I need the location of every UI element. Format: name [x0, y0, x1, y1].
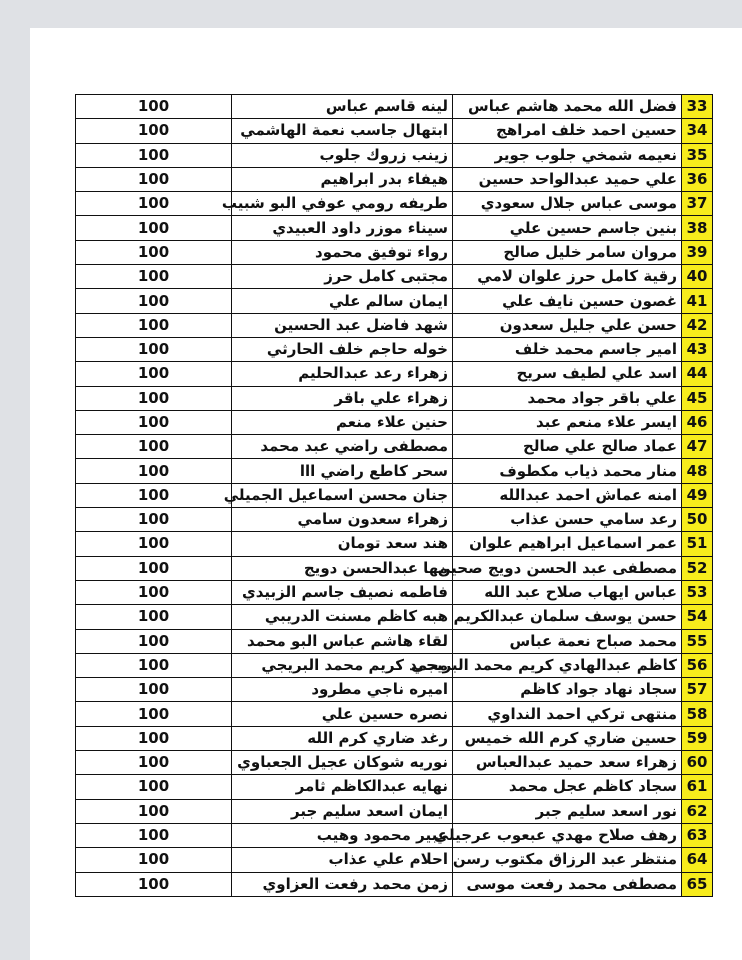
- row-number-cell: 56: [682, 653, 713, 677]
- score-cell: 100: [76, 386, 232, 410]
- row-number-cell: 53: [682, 580, 713, 604]
- table-row: [76, 823, 713, 847]
- row-number-cell: 36: [682, 167, 713, 191]
- row-number-cell: 58: [682, 702, 713, 726]
- score-cell: 100: [76, 143, 232, 167]
- second-name-cell: هبه كاظم مسنت الدريبي: [232, 605, 453, 629]
- row-number-cell: 50: [682, 508, 713, 532]
- second-name-cell: اميره ناجي مطرود: [232, 678, 453, 702]
- second-name-cell: سيناء موزر داود العبيدي: [232, 216, 453, 240]
- table-row: [76, 410, 713, 434]
- row-number-cell: 54: [682, 605, 713, 629]
- first-name-cell: محمد صباح نعمة عباس: [453, 629, 682, 653]
- row-number-cell: 33: [682, 95, 713, 119]
- row-number-cell: 34: [682, 119, 713, 143]
- row-number-cell: 49: [682, 483, 713, 507]
- second-name-cell: فاطمه نصيف جاسم الزبيدي: [232, 580, 453, 604]
- score-cell: 100: [76, 508, 232, 532]
- table-row: [76, 508, 713, 532]
- row-number-cell: 43: [682, 337, 713, 361]
- table-row: [76, 556, 713, 580]
- second-name-cell: زهراء رعد عبدالحليم: [232, 362, 453, 386]
- second-name-cell: رواء توفيق محمود: [232, 240, 453, 264]
- score-cell: 100: [76, 216, 232, 240]
- score-cell: 100: [76, 823, 232, 847]
- row-number-cell: 55: [682, 629, 713, 653]
- second-name-cell: ايمان اسعد سليم جبر: [232, 799, 453, 823]
- second-name-cell: عبير محمود وهيب: [232, 823, 453, 847]
- table-row: [76, 848, 713, 872]
- first-name-cell: امنه عماش احمد عبدالله: [453, 483, 682, 507]
- first-name-cell: امير جاسم محمد خلف: [453, 337, 682, 361]
- second-name-cell: زهراء علي باقر: [232, 386, 453, 410]
- score-cell: 100: [76, 167, 232, 191]
- row-number-cell: 41: [682, 289, 713, 313]
- table-row: [76, 435, 713, 459]
- score-cell: 100: [76, 362, 232, 386]
- first-name-cell: حسن علي جليل سعدون: [453, 313, 682, 337]
- row-number-cell: 63: [682, 823, 713, 847]
- second-name-cell: هند سعد تومان: [232, 532, 453, 556]
- first-name-cell: مصطفى محمد رفعت موسى: [453, 872, 682, 896]
- table-row: [76, 751, 713, 775]
- second-name-cell: محمد كريم محمد البريجي: [232, 653, 453, 677]
- score-cell: 100: [76, 775, 232, 799]
- row-number-cell: 51: [682, 532, 713, 556]
- score-cell: 100: [76, 240, 232, 264]
- table-row: [76, 192, 713, 216]
- table-row: [76, 872, 713, 896]
- score-cell: 100: [76, 726, 232, 750]
- first-name-cell: عباس ايهاب صلاح عبد الله: [453, 580, 682, 604]
- score-cell: 100: [76, 556, 232, 580]
- second-name-cell: لقاء هاشم عباس البو محمد: [232, 629, 453, 653]
- first-name-cell: سجاد كاظم عجل محمد: [453, 775, 682, 799]
- row-number-cell: 64: [682, 848, 713, 872]
- row-number-cell: 45: [682, 386, 713, 410]
- score-cell: 100: [76, 678, 232, 702]
- row-number-cell: 35: [682, 143, 713, 167]
- first-name-cell: سجاد نهاد جواد كاظم: [453, 678, 682, 702]
- first-name-cell: حسن يوسف سلمان عبدالكريم: [453, 605, 682, 629]
- second-name-cell: نهايه عبدالكاظم ثامر: [232, 775, 453, 799]
- row-number-cell: 52: [682, 556, 713, 580]
- first-name-cell: ايسر علاء منعم عبد: [453, 410, 682, 434]
- second-name-cell: مها عبدالحسن دويج: [232, 556, 453, 580]
- second-name-cell: ابتهال جاسب نعمة الهاشمي: [232, 119, 453, 143]
- score-cell: 100: [76, 95, 232, 119]
- table-row: [76, 483, 713, 507]
- first-name-cell: عمر اسماعيل ابراهيم علوان: [453, 532, 682, 556]
- first-name-cell: علي حميد عبدالواحد حسين: [453, 167, 682, 191]
- score-cell: 100: [76, 702, 232, 726]
- table-row: [76, 265, 713, 289]
- first-name-cell: غصون حسين نايف علي: [453, 289, 682, 313]
- table-row: [76, 313, 713, 337]
- second-name-cell: مصطفى راضي عبد محمد: [232, 435, 453, 459]
- table-row: [76, 532, 713, 556]
- table-row: [76, 653, 713, 677]
- second-name-cell: زمن محمد رفعت العزاوي: [232, 872, 453, 896]
- table-row: [76, 726, 713, 750]
- second-name-cell: خوله حاجم خلف الحارثي: [232, 337, 453, 361]
- row-number-cell: 46: [682, 410, 713, 434]
- first-name-cell: مروان سامر خليل صالح: [453, 240, 682, 264]
- score-cell: 100: [76, 192, 232, 216]
- score-cell: 100: [76, 119, 232, 143]
- row-number-cell: 37: [682, 192, 713, 216]
- table-row: [76, 629, 713, 653]
- table-row: [76, 775, 713, 799]
- table-row: [76, 386, 713, 410]
- table-row: [76, 167, 713, 191]
- score-cell: 100: [76, 532, 232, 556]
- row-number-cell: 39: [682, 240, 713, 264]
- table-row: [76, 95, 713, 119]
- table-row: [76, 459, 713, 483]
- row-number-cell: 57: [682, 678, 713, 702]
- score-cell: 100: [76, 459, 232, 483]
- first-name-cell: رهف صلاح مهدي عبعوب عرجيلي: [453, 823, 682, 847]
- score-cell: 100: [76, 265, 232, 289]
- first-name-cell: كاظم عبدالهادي كريم محمد البريجي: [453, 653, 682, 677]
- row-number-cell: 61: [682, 775, 713, 799]
- second-name-cell: احلام علي عذاب: [232, 848, 453, 872]
- row-number-cell: 60: [682, 751, 713, 775]
- table-row: [76, 240, 713, 264]
- row-number-cell: 65: [682, 872, 713, 896]
- first-name-cell: بنين جاسم حسين علي: [453, 216, 682, 240]
- second-name-cell: نصره حسين علي: [232, 702, 453, 726]
- table-row: [76, 119, 713, 143]
- table-row: [76, 799, 713, 823]
- table-row: [76, 702, 713, 726]
- score-cell: 100: [76, 410, 232, 434]
- score-cell: 100: [76, 313, 232, 337]
- first-name-cell: عماد صالح علي صالح: [453, 435, 682, 459]
- first-name-cell: حسين ضاري كرم الله خميس: [453, 726, 682, 750]
- score-cell: 100: [76, 289, 232, 313]
- row-number-cell: 38: [682, 216, 713, 240]
- names-table: [75, 94, 713, 897]
- second-name-cell: هيفاء بدر ابراهيم: [232, 167, 453, 191]
- first-name-cell: منتظر عبد الرزاق مكتوب رسن: [453, 848, 682, 872]
- score-cell: 100: [76, 435, 232, 459]
- second-name-cell: زينب زروك جلوب: [232, 143, 453, 167]
- first-name-cell: نعيمه شمخي جلوب جوير: [453, 143, 682, 167]
- score-cell: 100: [76, 605, 232, 629]
- first-name-cell: نور اسعد سليم جبر: [453, 799, 682, 823]
- row-number-cell: 59: [682, 726, 713, 750]
- second-name-cell: طريفه رومي عوفي البو شبيب: [232, 192, 453, 216]
- row-number-cell: 47: [682, 435, 713, 459]
- second-name-cell: زهراء سعدون سامي: [232, 508, 453, 532]
- table-row: [76, 143, 713, 167]
- score-cell: 100: [76, 653, 232, 677]
- second-name-cell: جنان محسن اسماعيل الجميلي: [232, 483, 453, 507]
- first-name-cell: زهراء سعد حميد عبدالعباس: [453, 751, 682, 775]
- score-cell: 100: [76, 483, 232, 507]
- table-row: [76, 580, 713, 604]
- score-cell: 100: [76, 751, 232, 775]
- second-name-cell: ايمان سالم علي: [232, 289, 453, 313]
- row-number-cell: 62: [682, 799, 713, 823]
- row-number-cell: 40: [682, 265, 713, 289]
- score-cell: 100: [76, 629, 232, 653]
- row-number-cell: 42: [682, 313, 713, 337]
- row-number-cell: 44: [682, 362, 713, 386]
- names-table-body: [76, 95, 713, 897]
- table-row: [76, 216, 713, 240]
- first-name-cell: منتهى تركي احمد النداوي: [453, 702, 682, 726]
- second-name-cell: نوريه شوكان عجيل الجعباوي: [232, 751, 453, 775]
- table-row: [76, 289, 713, 313]
- second-name-cell: شهد فاضل عبد الحسين: [232, 313, 453, 337]
- first-name-cell: علي باقر جواد محمد: [453, 386, 682, 410]
- first-name-cell: اسد علي لطيف سريح: [453, 362, 682, 386]
- first-name-cell: رعد سامي حسن عذاب: [453, 508, 682, 532]
- first-name-cell: مصطفى عبد الحسن دويج صحين: [453, 556, 682, 580]
- score-cell: 100: [76, 872, 232, 896]
- first-name-cell: فضل الله محمد هاشم عباس: [453, 95, 682, 119]
- second-name-cell: لينه قاسم عباس: [232, 95, 453, 119]
- score-cell: 100: [76, 337, 232, 361]
- first-name-cell: حسين احمد خلف امراهج: [453, 119, 682, 143]
- table-row: [76, 362, 713, 386]
- score-cell: 100: [76, 580, 232, 604]
- table-row: [76, 605, 713, 629]
- first-name-cell: رقية كامل حرز علوان لامي: [453, 265, 682, 289]
- second-name-cell: رغد ضاري كرم الله: [232, 726, 453, 750]
- second-name-cell: سحر كاطع راضي ااا: [232, 459, 453, 483]
- table-row: [76, 678, 713, 702]
- second-name-cell: مجتبى كامل حرز: [232, 265, 453, 289]
- score-cell: 100: [76, 848, 232, 872]
- first-name-cell: منار محمد ذياب مكطوف: [453, 459, 682, 483]
- first-name-cell: موسى عباس جلال سعودي: [453, 192, 682, 216]
- table-row: [76, 337, 713, 361]
- score-cell: 100: [76, 799, 232, 823]
- row-number-cell: 48: [682, 459, 713, 483]
- second-name-cell: حنين علاء منعم: [232, 410, 453, 434]
